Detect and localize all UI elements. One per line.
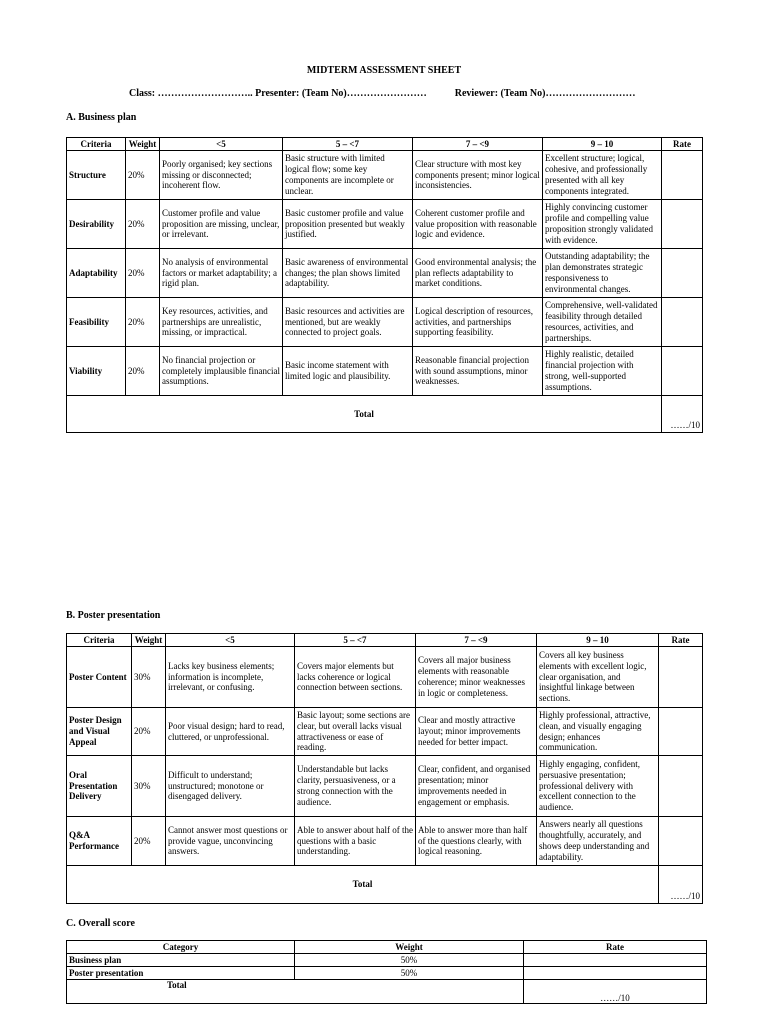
descriptor-band-2: Basic structure with limited logical flow; some key components are incomplete or unclear. <box>283 151 413 200</box>
descriptor-band-1: No analysis of environmental factors or market adaptability; a rigid plan. <box>160 249 283 298</box>
header-band-3: 7 – <9 <box>413 138 543 151</box>
descriptor-band-2: Able to answer about half of the questions with a basic understanding. <box>295 817 416 866</box>
total-rate[interactable]: ……/10 <box>659 866 703 904</box>
total-row <box>67 980 707 1004</box>
header-criteria: Criteria <box>67 634 132 647</box>
descriptor-band-4: Highly convincing customer profile and compelling value proposition strongly validated with evidence. <box>543 200 662 249</box>
descriptor-band-1: Poorly organised; key sections missing or disconnected; incoherent flow. <box>160 151 283 200</box>
table-header-row <box>67 634 703 647</box>
descriptor-band-1: Lacks key business elements; information is incomplete, irrelevant, or confusing. <box>166 647 295 708</box>
rate-cell[interactable] <box>659 708 703 756</box>
table-row <box>67 756 703 817</box>
descriptor-band-2: Basic income statement with limited logic and plausibility. <box>283 347 413 396</box>
poster-presentation-table <box>66 633 703 904</box>
header-band-1: <5 <box>160 138 283 151</box>
rate-cell[interactable] <box>659 817 703 866</box>
descriptor-band-1: Difficult to understand; unstructured; monotone or disengaged delivery. <box>166 756 295 817</box>
weight-value: 20% <box>126 200 160 249</box>
descriptor-band-2: Basic resources and activities are mentioned, but are weakly connected to project goals. <box>283 298 413 347</box>
descriptor-band-4: Covers all key business elements with excellent logic, clear organisation, and insightful linkage between sections. <box>537 647 659 708</box>
criteria-label: Poster Content <box>67 647 132 708</box>
table-header-row <box>67 941 707 954</box>
descriptor-band-3: Covers all major business elements with reasonable coherence; minor weaknesses in logic or completeness. <box>416 647 537 708</box>
descriptor-band-3: Good environmental analysis; the plan reflects adaptability to market conditions. <box>413 249 543 298</box>
descriptor-band-3: Coherent customer profile and value proposition with reasonable logic and evidence. <box>413 200 543 249</box>
descriptor-band-2: Basic awareness of environmental changes; the plan shows limited adaptability. <box>283 249 413 298</box>
header-fields <box>129 88 635 99</box>
total-rate[interactable]: ……/10 <box>662 396 703 433</box>
descriptor-band-4: Highly realistic, detailed financial projection with strong, well-supported assumptions. <box>543 347 662 396</box>
weight-value: 20% <box>126 347 160 396</box>
header-rate: Rate <box>662 138 703 151</box>
weight-value: 20% <box>132 708 166 756</box>
table-header-row <box>67 138 703 151</box>
total-label: Total <box>67 396 662 433</box>
descriptor-band-4: Comprehensive, well-validated feasibility through detailed resources, activities, and partnerships. <box>543 298 662 347</box>
header-band-4: 9 – 10 <box>543 138 662 151</box>
criteria-label: Structure <box>67 151 126 200</box>
weight-value: 30% <box>132 647 166 708</box>
rate-cell[interactable] <box>662 151 703 200</box>
descriptor-band-3: Clear and mostly attractive layout; minor improvements needed for better impact. <box>416 708 537 756</box>
descriptor-band-1: Customer profile and value proposition are missing, unclear, or irrelevant. <box>160 200 283 249</box>
total-label: Total <box>67 866 659 904</box>
header-band-2: 5 – <7 <box>283 138 413 151</box>
rate-cell[interactable] <box>524 954 707 967</box>
table-row <box>67 200 703 249</box>
header-rate: Rate <box>659 634 703 647</box>
descriptor-band-2: Basic customer profile and value proposition presented but weakly justified. <box>283 200 413 249</box>
rate-cell[interactable] <box>659 647 703 708</box>
rate-cell[interactable] <box>662 298 703 347</box>
table-row <box>67 249 703 298</box>
weight-value: 20% <box>126 249 160 298</box>
total-row <box>67 396 703 433</box>
header-criteria: Criteria <box>67 138 126 151</box>
business-plan-table <box>66 137 703 433</box>
table-row <box>67 967 707 980</box>
descriptor-band-4: Highly engaging, confident, persuasive presentation; professional delivery with excellent connection to the audience. <box>537 756 659 817</box>
total-row <box>67 866 703 904</box>
weight-value: 20% <box>132 817 166 866</box>
descriptor-band-1: Key resources, activities, and partnerships are unrealistic, missing, or impractical. <box>160 298 283 347</box>
descriptor-band-3: Clear structure with most key components present; minor logical inconsistencies. <box>413 151 543 200</box>
section-a-title: A. Business plan <box>66 112 137 123</box>
class-presenter-field[interactable]: Class: ……………………….. Presenter: (Team No)…………………… <box>129 88 427 99</box>
criteria-label: Feasibility <box>67 298 126 347</box>
section-c-title: C. Overall score <box>66 918 135 929</box>
header-band-1: <5 <box>166 634 295 647</box>
total-label: Total <box>67 980 524 1004</box>
header-rate: Rate <box>524 941 707 954</box>
criteria-label: Poster Design and Visual Appeal <box>67 708 132 756</box>
descriptor-band-4: Highly professional, attractive, clean, and visually engaging design; enhances communication. <box>537 708 659 756</box>
descriptor-band-3: Logical description of resources, activities, and partnerships supporting feasibility. <box>413 298 543 347</box>
criteria-label: Q&A Performance <box>67 817 132 866</box>
descriptor-band-2: Understandable but lacks clarity, persuasiveness, or a strong connection with the audience. <box>295 756 416 817</box>
reviewer-field[interactable]: Reviewer: (Team No)……………………… <box>454 88 636 99</box>
descriptor-band-1: No financial projection or completely implausible financial assumptions. <box>160 347 283 396</box>
weight-value: 50% <box>295 954 524 967</box>
header-weight: Weight <box>126 138 160 151</box>
rate-cell[interactable] <box>662 249 703 298</box>
weight-value: 20% <box>126 298 160 347</box>
criteria-label: Viability <box>67 347 126 396</box>
table-row <box>67 347 703 396</box>
page-title: MIDTERM ASSESSMENT SHEET <box>306 65 462 76</box>
descriptor-band-2: Covers major elements but lacks coherence or logical connection between sections. <box>295 647 416 708</box>
table-row <box>67 817 703 866</box>
criteria-label: Adaptability <box>67 249 126 298</box>
table-row <box>67 954 707 967</box>
weight-value: 30% <box>132 756 166 817</box>
header-category: Category <box>67 941 295 954</box>
overall-score-table <box>66 940 707 1004</box>
weight-value: 20% <box>126 151 160 200</box>
category-label: Poster presentation <box>67 967 295 980</box>
descriptor-band-3: Reasonable financial projection with sound assumptions, minor weaknesses. <box>413 347 543 396</box>
category-label: Business plan <box>67 954 295 967</box>
header-band-3: 7 – <9 <box>416 634 537 647</box>
rate-cell[interactable] <box>662 347 703 396</box>
header-band-4: 9 – 10 <box>537 634 659 647</box>
header-band-2: 5 – <7 <box>295 634 416 647</box>
table-row <box>67 708 703 756</box>
criteria-label: Desirability <box>67 200 126 249</box>
descriptor-band-4: Answers nearly all questions thoughtfully, accurately, and shows deep understanding and adaptability. <box>537 817 659 866</box>
descriptor-band-3: Clear, confident, and organised presentation; minor improvements needed in engagement or emphasis. <box>416 756 537 817</box>
header-weight: Weight <box>295 941 524 954</box>
criteria-label: Oral Presentation Delivery <box>67 756 132 817</box>
header-weight: Weight <box>132 634 166 647</box>
total-rate[interactable]: ……/10 <box>524 980 707 1004</box>
rate-cell[interactable] <box>524 967 707 980</box>
descriptor-band-3: Able to answer more than half of the questions clearly, with logical reasoning. <box>416 817 537 866</box>
section-b-title: B. Poster presentation <box>66 610 161 621</box>
rate-cell[interactable] <box>659 756 703 817</box>
table-row <box>67 151 703 200</box>
table-row <box>67 647 703 708</box>
table-row <box>67 298 703 347</box>
descriptor-band-4: Outstanding adaptability; the plan demonstrates strategic responsiveness to environmental changes. <box>543 249 662 298</box>
weight-value: 50% <box>295 967 524 980</box>
rate-cell[interactable] <box>662 200 703 249</box>
descriptor-band-2: Basic layout; some sections are clear, but overall lacks visual attractiveness or ease of reading. <box>295 708 416 756</box>
descriptor-band-1: Cannot answer most questions or provide vague, unconvincing answers. <box>166 817 295 866</box>
descriptor-band-1: Poor visual design; hard to read, cluttered, or unprofessional. <box>166 708 295 756</box>
descriptor-band-4: Excellent structure; logical, cohesive, and professionally presented with all key components integrated. <box>543 151 662 200</box>
